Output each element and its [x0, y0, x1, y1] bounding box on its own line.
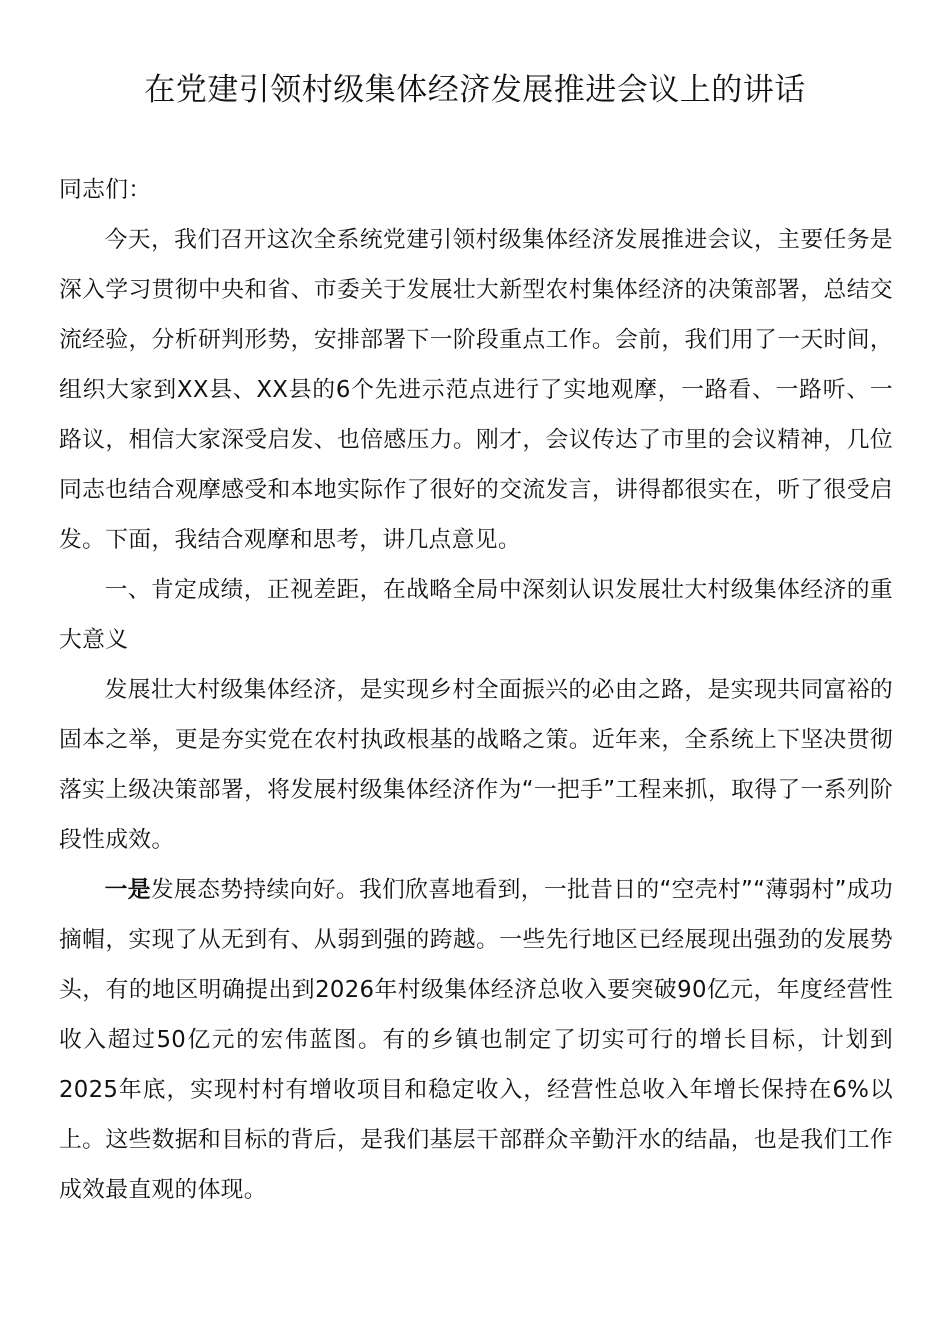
point-lead: 一是 [104, 877, 151, 903]
heading-text: 一、肯定成绩，正视差距，在战略全局中深刻认识发展壮大村级集体经济的重大意义 [59, 577, 893, 653]
paragraph-text: 发展态势持续向好。我们欣喜地看到，一批昔日的“空壳村”“薄弱村”成功摘帽，实现了从无到有、从弱到强的跨越。一些先行地区已经展现出强劲的发展势头，有的地区明确提出到2026年村级集体经济总收入要突破90亿元，年度经营性收入超过50亿元的宏伟蓝图。有的乡镇也制定了切实可行的增长目标，计划到2025年底，实现村村有增收项目和稳定收入，经营性总收入年增长保持在6%以上。这些数据和目标的背后，是我们基层干部群众辛勤汗水的结晶，也是我们工作成效最直观的体现。 [59, 877, 893, 1203]
paragraph-significance [59, 665, 893, 865]
paragraph-point-1 [59, 865, 893, 1215]
document-body [59, 165, 893, 1215]
paragraph-text: 今天，我们召开这次全系统党建引领村级集体经济发展推进会议，主要任务是深入学习贯彻中央和省、市委关于发展壮大新型农村集体经济的决策部署，总结交流经验，分析研判形势，安排部署下一阶段重点工作。会前，我们用了一天时间，组织大家到XX县、XX县的6个先进示范点进行了实地观摩，一路看、一路听、一路议，相信大家深受启发、也倍感压力。刚才，会议传达了市里的会议精神，几位同志也结合观摩感受和本地实际作了很好的交流发言，讲得都很实在，听了很受启发。下面，我结合观摩和思考，讲几点意见。 [59, 227, 893, 553]
document-title: 在党建引领村级集体经济发展推进会议上的讲话 [144, 72, 806, 108]
section-heading-1 [59, 565, 893, 665]
paragraph-text: 发展壮大村级集体经济，是实现乡村全面振兴的必由之路，是实现共同富裕的固本之举，更是夯实党在农村执政根基的战略之策。近年来，全系统上下坚决贯彻落实上级决策部署，将发展村级集体经济作为“一把手”工程来抓，取得了一系列阶段性成效。 [59, 677, 893, 853]
salutation: 同志们： [59, 177, 152, 203]
paragraph-opening [59, 215, 893, 565]
